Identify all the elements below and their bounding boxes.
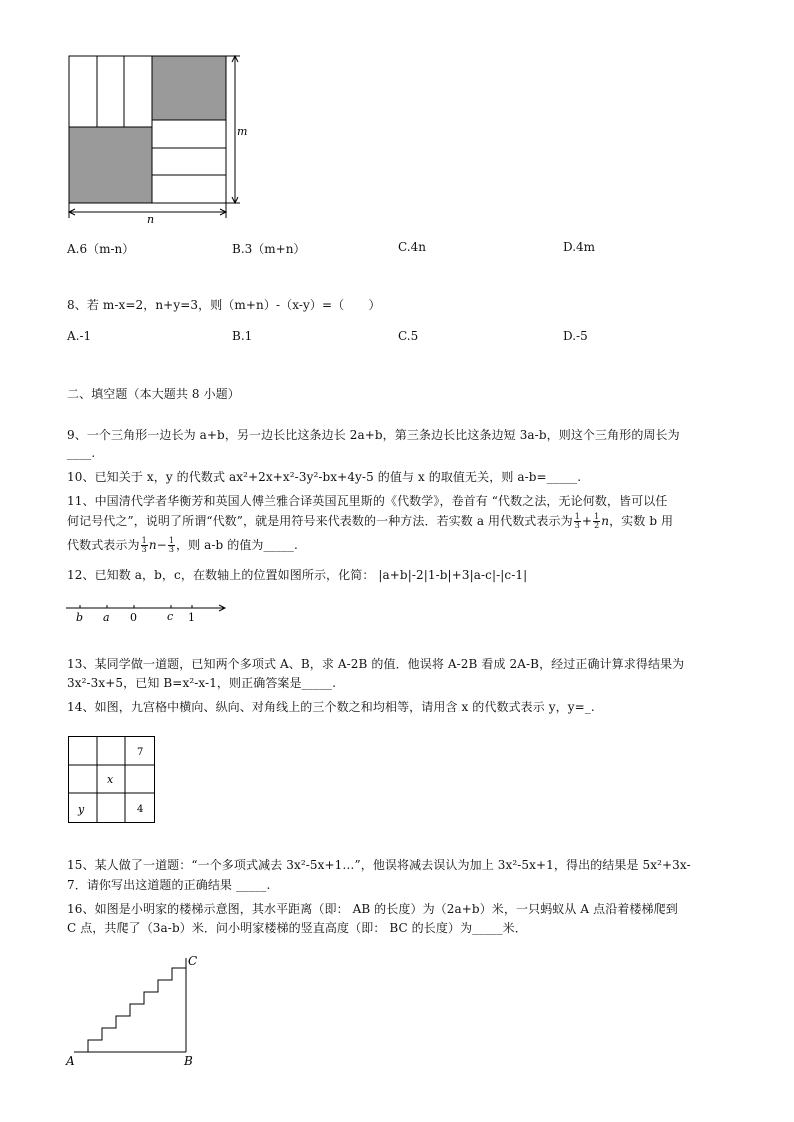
q9-line1: 9、一个三角形一边长为 a+b，另一边长比这条边长 2a+b，第三条边长比这条边短 3a-b，则这个三角形的周长为: [67, 428, 680, 442]
q8-option-b: B.1: [232, 329, 253, 343]
grid-cell-x: x: [107, 773, 114, 786]
q7-option-a: A.6（m-n）: [67, 242, 135, 256]
q12-text: 12、已知数 a，b，c，在数轴上的位置如图所示，化简： |a+b|-2|1-b|+3|a-c|-|c-1|: [67, 568, 528, 582]
number-line: [64, 598, 234, 626]
axis-label-c: c: [167, 610, 174, 623]
q11-line2: 何记号代之”，说明了所谓“代数”，就是用符号来代表数的一种方法．若实数 a 用代数式表示为 $\frac{1}{3}$ + $\frac{1}{2}$ n，实数 b 用: [67, 512, 674, 530]
q16-line1: 16、如图是小明家的楼梯示意图，其水平距离（即： AB 的长度）为（2a+b）米，一只蚂蚁从 A 点沿着楼梯爬到: [67, 902, 678, 916]
rectangle-figure: [60, 52, 260, 224]
q13-line1: 13、某同学做一道题，已知两个多项式 A、B，求 A-2B 的值．他误将 A-2B 看成 2A-B，经过正确计算求得结果为: [67, 657, 685, 671]
q7-option-d: D.4m: [563, 240, 596, 254]
q16-line2: C 点，共爬了（3a-b）米．问小明家楼梯的竖直高度（即： BC 的长度）为_____米．: [67, 921, 527, 935]
b-frac-2: $\frac{1}{3}$: [168, 536, 175, 554]
q10-text: 10、已知关于 x，y 的代数式 ax²+2x+x²-3y²-bx+4y-5 的值与 x 的取值无关，则 a-b=_____.: [67, 470, 582, 484]
nine-grid: [68, 736, 156, 824]
grid-cell-7: 7: [137, 747, 144, 758]
q8-option-c: C.5: [398, 329, 419, 343]
q8-option-a: A.-1: [67, 329, 92, 343]
shaded-square-right: [152, 56, 226, 120]
a-frac-1: $\frac{1}{3}$: [574, 512, 580, 530]
q11-line2-b: ，实数 b 用: [609, 514, 674, 528]
label-C: C: [188, 954, 198, 968]
q11-line2-a: 何记号代之”，说明了所谓“代数”，就是用符号来代表数的一种方法．若实数 a 用代数式表示为: [67, 514, 573, 528]
q15-line1: 15、某人做了一道题：“一个多项式减去 3x²-5x+1…”，他误将减去误认为加上 3x²-5x+1，得出的结果是 5x²+3x-: [67, 858, 691, 872]
q15-line2: 7．请你写出这道题的正确结果 _____.: [67, 878, 271, 892]
axis-label-1: 1: [188, 611, 195, 624]
q14-text: 14、如图，九宫格中横向、纵向、对角线上的三个数之和均相等，请用含 x 的代数式表示 y，y=_.: [67, 700, 595, 714]
q7-option-c: C.4n: [398, 240, 426, 254]
section-title: 二、填空题（本大题共 8 小题）: [67, 387, 240, 401]
staircase-figure: [62, 950, 207, 1070]
q11-line3: 代数式表示为 $\frac{1}{3}$ n− $\frac{1}{3}$ ，则 a-b 的值为_____.: [67, 536, 298, 554]
q13-line2: 3x²-3x+5，已知 B=x²-x-1，则正确答案是_____.: [67, 676, 337, 690]
label-A: A: [66, 1054, 75, 1068]
axis-label-a: a: [103, 611, 110, 624]
axis-label-b: b: [76, 611, 84, 624]
label-n: n: [147, 213, 155, 224]
q9-line2: ____.: [67, 446, 96, 460]
a-frac-2: $\frac{1}{2}$: [594, 512, 600, 530]
axis-label-0: 0: [130, 611, 137, 624]
label-m: m: [237, 125, 248, 138]
grid-cell-4: 4: [137, 804, 144, 815]
b-frac-1: $\frac{1}{3}$: [141, 536, 147, 554]
shaded-square-left: [69, 127, 152, 203]
grid-cell-y: y: [78, 803, 85, 816]
q7-option-b: B.3（m+n）: [232, 242, 306, 256]
label-B: B: [184, 1054, 193, 1068]
q8-text: 8、若 m-x=2，n+y=3，则（m+n）-（x-y）=（ ）: [67, 298, 381, 312]
q8-option-d: D.-5: [563, 329, 588, 343]
q11-line1: 11、中国清代学者华衡芳和英国人傅兰雅合译英国瓦里斯的《代数学》，卷首有 “代数之法，无论何数，皆可以任: [67, 494, 668, 508]
